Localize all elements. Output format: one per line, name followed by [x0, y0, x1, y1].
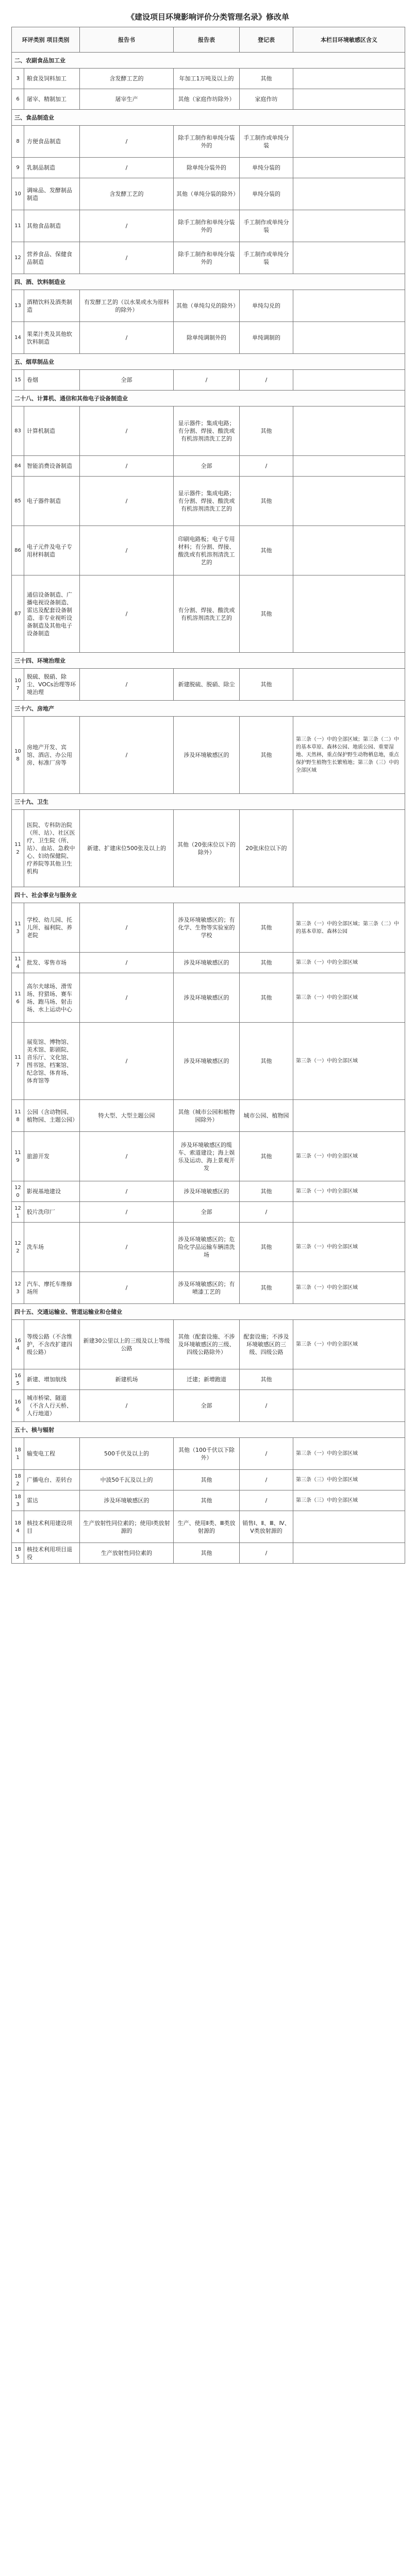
section-row [12, 354, 405, 370]
report-table-cell: 全部 [174, 1202, 240, 1223]
report-book-cell: / [80, 1132, 174, 1181]
section-row [12, 53, 405, 69]
sensitive-area-cell: 第三条（一）中的全部区域 [293, 953, 405, 973]
row-number: 183 [12, 1490, 24, 1511]
sensitive-area-cell [293, 810, 405, 887]
item-name: 批发、零售市场 [24, 953, 80, 973]
report-book-cell: / [80, 1390, 174, 1422]
report-table-cell: 涉及环境敏感区的缆车、索道建设；海上娱乐及运动、海上景观开发 [174, 1132, 240, 1181]
table-row [12, 669, 405, 701]
header-registration: 登记表 [240, 27, 293, 53]
item-name: 胶片洗印厂 [24, 1202, 80, 1223]
report-book-cell: / [80, 242, 174, 274]
report-table-cell: 全部 [174, 1390, 240, 1422]
section-row [12, 1422, 405, 1438]
row-number: 83 [12, 406, 24, 456]
registration-cell: 20张床位以下的 [240, 810, 293, 887]
row-number: 184 [12, 1511, 24, 1543]
sensitive-area-cell [293, 210, 405, 242]
report-book-cell: / [80, 973, 174, 1023]
table-row [12, 526, 405, 575]
registration-cell: 其他 [240, 526, 293, 575]
registration-cell: 手工制作或单纯分装 [240, 242, 293, 274]
sensitive-area-cell [293, 1202, 405, 1223]
report-table-cell: 其他（单纯分装的除外） [174, 178, 240, 210]
item-name: 电子元件及电子专用材料制造 [24, 526, 80, 575]
item-name: 屠宰、精制加工 [24, 89, 80, 110]
row-number: 12 [12, 242, 24, 274]
header-report-table: 报告表 [174, 27, 240, 53]
row-number: 118 [12, 1100, 24, 1132]
item-name: 卷烟 [24, 370, 80, 391]
table-row [12, 69, 405, 89]
row-number: 181 [12, 1438, 24, 1470]
row-number: 123 [12, 1272, 24, 1304]
report-book-cell: / [80, 456, 174, 477]
table-row [12, 242, 405, 274]
sensitive-area-cell [293, 242, 405, 274]
table-row [12, 456, 405, 477]
table-row [12, 1320, 405, 1369]
header-report-book: 报告书 [80, 27, 174, 53]
row-number: 122 [12, 1223, 24, 1272]
registration-cell: 其他 [240, 1369, 293, 1390]
sensitive-area-cell [293, 290, 405, 322]
table-row [12, 1511, 405, 1543]
classification-table [11, 27, 405, 1564]
header-category: 环评类别 项目类别 [12, 27, 80, 53]
report-table-cell: 其他（20张床位以下的除外） [174, 810, 240, 887]
report-book-cell: / [80, 953, 174, 973]
registration-cell: / [240, 1390, 293, 1422]
table-row [12, 717, 405, 794]
item-name: 高尔夫球场、滑雪场、狩猎场、赛车场、跑马场、射击场、水上运动中心 [24, 973, 80, 1023]
report-book-cell: / [80, 1023, 174, 1100]
registration-cell: / [240, 1490, 293, 1511]
row-number: 164 [12, 1320, 24, 1369]
report-table-cell: 其他 [174, 1543, 240, 1564]
table-row [12, 1181, 405, 1202]
item-name: 酒精饮料及酒类制造 [24, 290, 80, 322]
item-name: 汽车、摩托车维修场所 [24, 1272, 80, 1304]
sensitive-area-cell [293, 1543, 405, 1564]
table-row [12, 1470, 405, 1490]
table-header-row [12, 27, 405, 53]
registration-cell: 配套设施；不涉及环境敏感区的三级、四级公路 [240, 1320, 293, 1369]
row-number: 116 [12, 973, 24, 1023]
registration-cell: / [240, 1438, 293, 1470]
report-book-cell: 含发酵工艺的 [80, 178, 174, 210]
report-book-cell: / [80, 1181, 174, 1202]
registration-cell: 其他 [240, 1223, 293, 1272]
item-name: 输变电工程 [24, 1438, 80, 1470]
sensitive-area-cell: 第三条（一）中的全部区域 [293, 1320, 405, 1369]
sensitive-area-cell [293, 126, 405, 158]
row-number: 85 [12, 477, 24, 526]
report-table-cell: 其他（家庭作坊除外） [174, 89, 240, 110]
item-name: 通信设备制造、广播电视设备制造、雷达及配套设备制造、非专业视听设备制造及其他电子设备制造 [24, 575, 80, 653]
registration-cell: 其他 [240, 477, 293, 526]
table-row [12, 1132, 405, 1181]
report-book-cell: 屠宰生产 [80, 89, 174, 110]
sensitive-area-cell [293, 69, 405, 89]
sensitive-area-cell [293, 1390, 405, 1422]
item-name: 房地产开发、宾馆、酒店、办公用房、标准厂房等 [24, 717, 80, 794]
row-number: 113 [12, 903, 24, 953]
report-book-cell: 涉及环境敏感区的 [80, 1490, 174, 1511]
row-number: 165 [12, 1369, 24, 1390]
table-row [12, 973, 405, 1023]
section-heading: 二、农副食品加工业 [12, 53, 405, 69]
table-row [12, 210, 405, 242]
sensitive-area-cell [293, 178, 405, 210]
report-book-cell: / [80, 158, 174, 178]
row-number: 11 [12, 210, 24, 242]
item-name: 方便食品制造 [24, 126, 80, 158]
item-name: 雷达 [24, 1490, 80, 1511]
registration-cell: 其他 [240, 953, 293, 973]
report-table-cell: 其他（单纯勾兑的除外） [174, 290, 240, 322]
row-number: 10 [12, 178, 24, 210]
table-body [12, 53, 405, 1564]
header-sensitive-area: 本栏目环境敏感区含义 [293, 27, 405, 53]
table-row [12, 322, 405, 354]
item-name: 计算机制造 [24, 406, 80, 456]
registration-cell: 单纯分装的 [240, 178, 293, 210]
table-row [12, 477, 405, 526]
item-name: 广播电台、差转台 [24, 1470, 80, 1490]
section-row [12, 391, 405, 406]
report-book-cell: / [80, 526, 174, 575]
row-number: 15 [12, 370, 24, 391]
table-row [12, 1390, 405, 1422]
sensitive-area-cell [293, 89, 405, 110]
report-book-cell: / [80, 1272, 174, 1304]
table-row [12, 575, 405, 653]
item-name: 核技术利用建设项目 [24, 1511, 80, 1543]
report-table-cell: 新建脱硫、脱硝、除尘 [174, 669, 240, 701]
item-name: 调味品、发酵制品制造 [24, 178, 80, 210]
registration-cell: 单纯分装的 [240, 158, 293, 178]
report-book-cell: / [80, 1202, 174, 1223]
section-heading: 二十八、计算机、通信和其他电子设备制造业 [12, 391, 405, 406]
table-row [12, 1100, 405, 1132]
report-table-cell: 除手工制作和单纯分装外的 [174, 210, 240, 242]
section-row [12, 701, 405, 717]
registration-cell: 手工制作或单纯分装 [240, 126, 293, 158]
report-book-cell: 生产放射性同位素的；使用Ⅰ类放射源的 [80, 1511, 174, 1543]
registration-cell: 单纯调制的 [240, 322, 293, 354]
report-book-cell: 500千伏及以上的 [80, 1438, 174, 1470]
report-table-cell: 涉及环境敏感区的 [174, 953, 240, 973]
sensitive-area-cell [293, 1511, 405, 1543]
item-name: 城市桥梁、隧道（不含人行天桥、人行地道） [24, 1390, 80, 1422]
registration-cell: 其他 [240, 1023, 293, 1100]
sensitive-area-cell [293, 526, 405, 575]
item-name: 其他食品制造 [24, 210, 80, 242]
sensitive-area-cell: 第三条（一）中的全部区域 [293, 1438, 405, 1470]
table-row [12, 370, 405, 391]
section-heading: 五、烟草制品业 [12, 354, 405, 370]
report-table-cell: 印刷电路板；电子专用材料；有分割、焊接、酸洗或有机溶剂清洗工艺的 [174, 526, 240, 575]
item-name: 展览馆、博物馆、美术馆、影剧院、音乐厅、文化馆、图书馆、档案馆、纪念馆、体育场、体育馆等 [24, 1023, 80, 1100]
registration-cell: 其他 [240, 669, 293, 701]
item-name: 医院、专科防治院（所、站）、社区医疗、卫生院（所、站）、血站、急救中心、妇幼保健院、疗养院等其他卫生机构 [24, 810, 80, 887]
row-number: 13 [12, 290, 24, 322]
registration-cell: 其他 [240, 1132, 293, 1181]
row-number: 108 [12, 717, 24, 794]
sensitive-area-cell: 第三条（三）中的全部区域 [293, 1470, 405, 1490]
registration-cell: 其他 [240, 69, 293, 89]
registration-cell: 手工制作或单纯分装 [240, 210, 293, 242]
item-name: 学校、幼儿园、托儿所、福利院、养老院 [24, 903, 80, 953]
report-book-cell: / [80, 575, 174, 653]
item-name: 核技术利用项目退役 [24, 1543, 80, 1564]
item-name: 洗车场 [24, 1223, 80, 1272]
report-table-cell: 全部 [174, 456, 240, 477]
row-number: 166 [12, 1390, 24, 1422]
report-book-cell: / [80, 1223, 174, 1272]
item-name: 粮食及饲料加工 [24, 69, 80, 89]
item-name: 乳制品制造 [24, 158, 80, 178]
table-row [12, 1438, 405, 1470]
row-number: 121 [12, 1202, 24, 1223]
item-name: 智能消费设备制造 [24, 456, 80, 477]
row-number: 112 [12, 810, 24, 887]
report-book-cell: 特大型、大型主题公园 [80, 1100, 174, 1132]
registration-cell: / [240, 456, 293, 477]
table-row [12, 89, 405, 110]
report-table-cell: 涉及环境敏感区的 [174, 973, 240, 1023]
registration-cell: 家庭作坊 [240, 89, 293, 110]
row-number: 84 [12, 456, 24, 477]
row-number: 107 [12, 669, 24, 701]
report-book-cell: / [80, 669, 174, 701]
table-row [12, 810, 405, 887]
table-row [12, 178, 405, 210]
section-heading: 三、食品制造业 [12, 110, 405, 126]
item-name: 脱硫、脱硝、除尘、VOCs治理等环境治理 [24, 669, 80, 701]
registration-cell: 其他 [240, 1272, 293, 1304]
report-book-cell: 新建30公里以上的三级及以上等级公路 [80, 1320, 174, 1369]
report-table-cell: 涉及环境敏感区的；有化学、生物等实验室的学校 [174, 903, 240, 953]
item-name: 旅游开发 [24, 1132, 80, 1181]
table-row [12, 1023, 405, 1100]
section-row [12, 110, 405, 126]
section-row [12, 653, 405, 669]
section-heading: 四十、社会事业与服务业 [12, 887, 405, 903]
registration-cell: 单纯勾兑的 [240, 290, 293, 322]
section-row [12, 794, 405, 810]
report-book-cell: 含发酵工艺的 [80, 69, 174, 89]
report-table-cell: 显示器件；集成电路；有分割、焊接、酸洗或有机溶剂清洗工艺的 [174, 406, 240, 456]
row-number: 114 [12, 953, 24, 973]
registration-cell: / [240, 370, 293, 391]
report-table-cell: 年加工1万吨及以上的 [174, 69, 240, 89]
document-title: 《建设项目环境影响评价分类管理名录》修改单 [126, 12, 289, 22]
row-number: 119 [12, 1132, 24, 1181]
report-table-cell: 显示器件；集成电路；有分割、焊接、酸洗或有机溶剂清洗工艺的 [174, 477, 240, 526]
row-number: 86 [12, 526, 24, 575]
table-row [12, 903, 405, 953]
report-book-cell: / [80, 903, 174, 953]
registration-cell: / [240, 1202, 293, 1223]
sensitive-area-cell [293, 669, 405, 701]
registration-cell: 其他 [240, 575, 293, 653]
registration-cell: / [240, 1543, 293, 1564]
section-heading: 四十五、交通运输业、管道运输业和仓储业 [12, 1304, 405, 1320]
row-number: 14 [12, 322, 24, 354]
report-book-cell: 有发酵工艺的（以水果或水为原料的除外） [80, 290, 174, 322]
sensitive-area-cell [293, 406, 405, 456]
registration-cell: / [240, 1470, 293, 1490]
table-row [12, 1272, 405, 1304]
row-number: 182 [12, 1470, 24, 1490]
table-row [12, 1223, 405, 1272]
sensitive-area-cell [293, 1369, 405, 1390]
report-book-cell: / [80, 210, 174, 242]
report-table-cell: 有分割、焊接、酸洗或有机溶剂清洗工艺的 [174, 575, 240, 653]
table-row [12, 158, 405, 178]
table-row [12, 126, 405, 158]
table-row [12, 1369, 405, 1390]
report-book-cell: 全部 [80, 370, 174, 391]
section-row [12, 1304, 405, 1320]
sensitive-area-cell [293, 370, 405, 391]
row-number: 117 [12, 1023, 24, 1100]
report-book-cell: / [80, 477, 174, 526]
registration-cell: 其他 [240, 1181, 293, 1202]
sensitive-area-cell: 第三条（一）中的全部区域 [293, 1181, 405, 1202]
sensitive-area-cell [293, 158, 405, 178]
table-row [12, 290, 405, 322]
report-table-cell: / [174, 370, 240, 391]
row-number: 87 [12, 575, 24, 653]
report-table-cell: 涉及环境敏感区的；危险化学品运输车辆清洗场 [174, 1223, 240, 1272]
registration-cell: 城市公园、植物园 [240, 1100, 293, 1132]
report-table-cell: 其他（100千伏以下除外） [174, 1438, 240, 1470]
registration-cell: 销售Ⅰ、Ⅱ、Ⅲ、Ⅳ、Ⅴ类放射源的 [240, 1511, 293, 1543]
item-name: 影视基地建设 [24, 1181, 80, 1202]
registration-cell: 其他 [240, 973, 293, 1023]
report-book-cell: / [80, 717, 174, 794]
sensitive-area-cell [293, 1100, 405, 1132]
report-book-cell: 中波50千瓦及以上的 [80, 1470, 174, 1490]
report-table-cell: 除手工制作和单纯分装外的 [174, 242, 240, 274]
row-number: 3 [12, 69, 24, 89]
section-heading: 五十、核与辐射 [12, 1422, 405, 1438]
report-table-cell: 其他 [174, 1490, 240, 1511]
report-book-cell: / [80, 406, 174, 456]
table-row [12, 406, 405, 456]
sensitive-area-cell [293, 477, 405, 526]
row-number: 120 [12, 1181, 24, 1202]
report-book-cell: 新建机场 [80, 1369, 174, 1390]
report-table-cell: 除单纯分装外的 [174, 158, 240, 178]
sensitive-area-cell [293, 456, 405, 477]
registration-cell: 其他 [240, 717, 293, 794]
registration-cell: 其他 [240, 903, 293, 953]
table-row [12, 1490, 405, 1511]
item-name: 营养食品、保健食品制造 [24, 242, 80, 274]
sensitive-area-cell [293, 575, 405, 653]
item-name: 等级公路（不含维护，不含改扩建四级公路） [24, 1320, 80, 1369]
sensitive-area-cell: 第三条（一）中的全部区域；第三条（二）中的基本草原、森林公园 [293, 903, 405, 953]
sensitive-area-cell: 第三条（一）中的全部区域 [293, 973, 405, 1023]
report-book-cell: / [80, 322, 174, 354]
report-table-cell: 涉及环境敏感区的 [174, 1023, 240, 1100]
report-table-cell: 涉及环境敏感区的；有喷漆工艺的 [174, 1272, 240, 1304]
section-heading: 三十九、卫生 [12, 794, 405, 810]
table-row [12, 953, 405, 973]
report-table-cell: 迁建；新增跑道 [174, 1369, 240, 1390]
report-book-cell: 生产放射性同位素的 [80, 1543, 174, 1564]
report-table-cell: 生产、使用Ⅱ类、Ⅲ类放射源的 [174, 1511, 240, 1543]
sensitive-area-cell: 第三条（三）中的全部区域 [293, 1490, 405, 1511]
section-heading: 四、酒、饮料制造业 [12, 274, 405, 290]
sensitive-area-cell: 第三条（一）中的全部区域 [293, 1023, 405, 1100]
report-book-cell: 新建、扩建床位500张及以上的 [80, 810, 174, 887]
row-number: 185 [12, 1543, 24, 1564]
sensitive-area-cell: 第三条（一）中的全部区域 [293, 1132, 405, 1181]
sensitive-area-cell: 第三条（一）中的全部区域 [293, 1272, 405, 1304]
item-name: 新建、增加航线 [24, 1369, 80, 1390]
report-table-cell: 其他（城市公园和植物园除外） [174, 1100, 240, 1132]
item-name: 公园（含动物园、植物园、主题公园） [24, 1100, 80, 1132]
table-row [12, 1543, 405, 1564]
report-table-cell: 涉及环境敏感区的 [174, 717, 240, 794]
report-table-cell: 其他 [174, 1470, 240, 1490]
section-heading: 三十四、环境治理业 [12, 653, 405, 669]
report-table-cell: 除手工制作和单纯分装外的 [174, 126, 240, 158]
report-table-cell: 涉及环境敏感区的 [174, 1181, 240, 1202]
section-heading: 三十六、房地产 [12, 701, 405, 717]
item-name: 电子器件制造 [24, 477, 80, 526]
sensitive-area-cell: 第三条（一）中的全部区域 [293, 1223, 405, 1272]
row-number: 8 [12, 126, 24, 158]
registration-cell: 其他 [240, 406, 293, 456]
sensitive-area-cell [293, 322, 405, 354]
table-row [12, 1202, 405, 1223]
item-name: 果菜汁类及其他软饮料制造 [24, 322, 80, 354]
report-table-cell: 其他（配套设施、不涉及环境敏感区的三级、四级公路除外） [174, 1320, 240, 1369]
report-table-cell: 除单纯调制外的 [174, 322, 240, 354]
report-book-cell: / [80, 126, 174, 158]
row-number: 9 [12, 158, 24, 178]
row-number: 6 [12, 89, 24, 110]
section-row [12, 887, 405, 903]
section-row [12, 274, 405, 290]
sensitive-area-cell: 第三条（一）中的全部区域；第三条（二）中的基本草原、森林公园、地质公园、重要湿地、天然林，重点保护野生动物栖息地，重点保护野生植物生长繁殖地；第三条（三）中的全部区域 [293, 717, 405, 794]
